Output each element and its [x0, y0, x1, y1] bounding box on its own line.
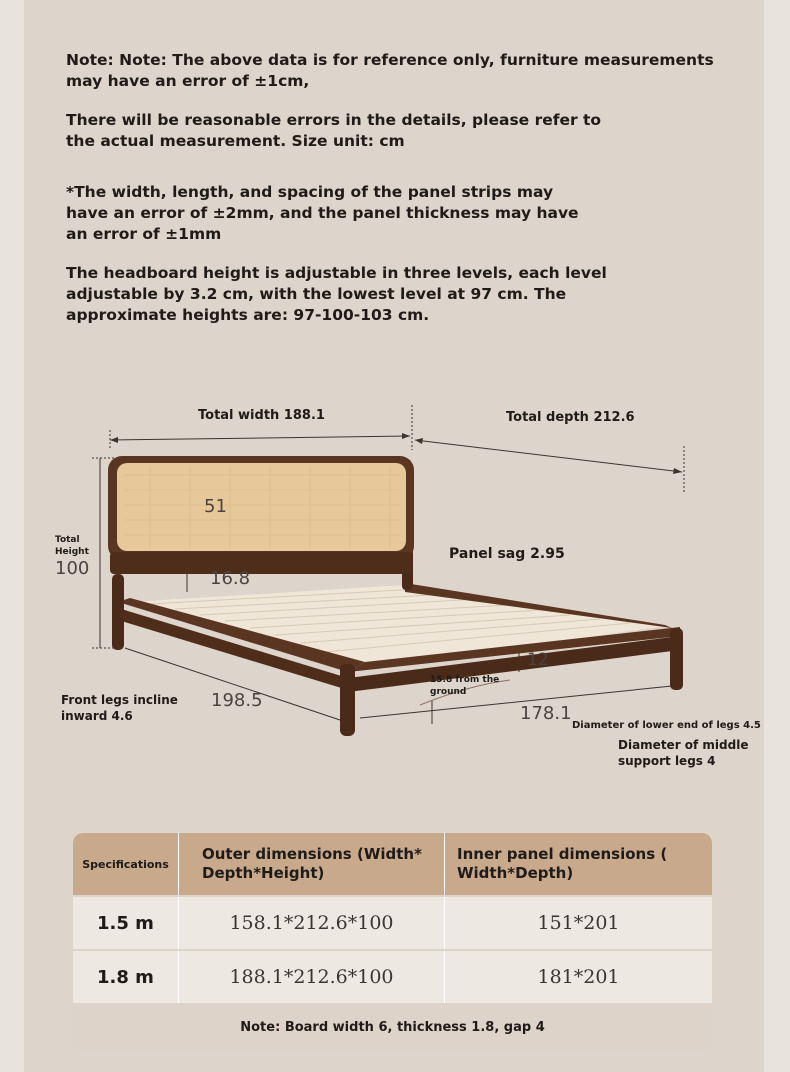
table-cell: [445, 897, 712, 949]
table-row: [73, 951, 712, 1003]
table-cell: [179, 897, 445, 949]
table-header-cell: [73, 833, 179, 895]
depth-dimension-line: [415, 440, 682, 472]
row-inner-dimensions: 181*201: [537, 966, 620, 988]
panel-sag-label: Panel sag 2.95: [449, 546, 565, 562]
table-cell: [73, 897, 179, 949]
row-outer-dimensions: 188.1*212.6*100: [229, 966, 394, 988]
table-row: [73, 897, 712, 949]
header-outer-dimensions: Outer dimensions (Width* Depth*Height): [202, 845, 422, 882]
header-specifications: Specifications: [82, 857, 169, 871]
specifications-table: [73, 833, 712, 1051]
ground-clearance-label: 15.8 from the ground: [430, 675, 500, 697]
table-header-row: [73, 833, 712, 895]
row-inner-dimensions: 151*201: [537, 912, 620, 934]
note-headboard-height: The headboard height is adjustable in three levels, each level adjustable by 3.2 cm, with the lowest level at 97 cm. The approximate heights are: 97-100-103 cm.: [66, 264, 607, 324]
rail-height-value: 12: [527, 650, 549, 670]
table-footer-note: Note: Board width 6, thickness 1.8, gap 4: [240, 1019, 545, 1035]
width-dimension-line: [110, 436, 410, 440]
total-width-label: Total width 188.1: [198, 408, 325, 423]
foot-width-value: 178.1: [520, 703, 572, 724]
lower-leg-diameter-label: Diameter of lower end of legs 4.5: [572, 720, 761, 731]
table-cell: [73, 951, 179, 1003]
row-size: 1.5 m: [97, 912, 154, 934]
table-cell: [445, 951, 712, 1003]
table-header-cell: [445, 833, 712, 895]
note-measurement-error: Note: Note: The above data is for reference only, furniture measurements may have an error of ±1cm,: [66, 51, 714, 90]
total-height-value: 100: [55, 558, 90, 579]
bed-dimension-diagram: [0, 380, 790, 800]
foot-width-line: [360, 686, 672, 718]
middle-support-diameter-label: Diameter of middle support legs 4: [618, 738, 749, 768]
row-outer-dimensions: 158.1*212.6*100: [229, 912, 394, 934]
table-header-cell: [179, 833, 445, 895]
table-cell: [179, 951, 445, 1003]
note-panel-strips: *The width, length, and spacing of the panel strips may have an error of ±2mm, and the panel thickness may have an error of ±1mm: [66, 183, 579, 243]
row-size: 1.8 m: [97, 966, 154, 988]
headboard-panel-height-value: 51: [204, 496, 227, 517]
total-depth-label: Total depth 212.6: [506, 410, 635, 425]
note-reasonable-errors: There will be reasonable errors in the details, please refer to the actual measurement. Size unit: cm: [66, 111, 602, 150]
table-footer-row: [73, 1003, 712, 1051]
header-inner-panel-dimensions: Inner panel dimensions ( Width*Depth): [457, 845, 668, 882]
side-length-value: 198.5: [211, 690, 263, 711]
headboard-gap-value: 16.8: [210, 568, 251, 589]
total-height-label: Total Height: [55, 535, 89, 557]
front-legs-incline-label: Front legs incline inward 4.6: [61, 693, 178, 723]
